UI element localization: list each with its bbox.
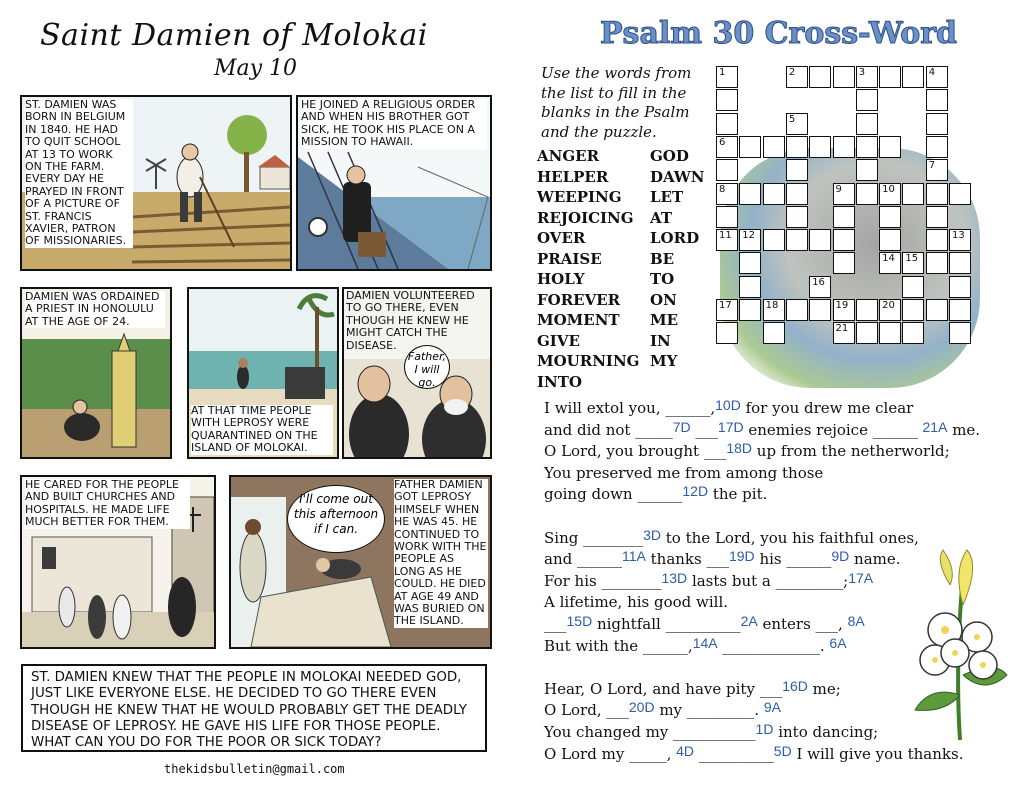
crossword-cell[interactable] bbox=[926, 206, 948, 228]
clue-reference: 15D bbox=[566, 612, 593, 629]
clue-number: 12 bbox=[742, 230, 756, 242]
crossword-cell[interactable] bbox=[902, 252, 924, 274]
clue-reference: 17D bbox=[717, 418, 744, 435]
word-list-row bbox=[537, 310, 704, 331]
comic-panel-3 bbox=[20, 287, 172, 459]
crossword-cell[interactable] bbox=[879, 136, 901, 158]
panel-text: DAMIEN VOLUNTEERED TO GO THERE, EVEN THOUGH HE KNEW HE MIGHT CATCH THE DISEASE. bbox=[346, 289, 475, 352]
crossword-cell[interactable] bbox=[949, 252, 971, 274]
crossword-cell[interactable] bbox=[879, 229, 901, 251]
crossword-cell[interactable] bbox=[926, 89, 948, 111]
crossword-cell[interactable] bbox=[879, 183, 901, 205]
word-list-row bbox=[537, 351, 704, 372]
crossword-cell[interactable] bbox=[949, 229, 971, 251]
crossword-cell[interactable] bbox=[856, 159, 878, 181]
psalm-fragment: I will extol you, ______, bbox=[544, 399, 716, 417]
crossword-cell[interactable] bbox=[833, 252, 855, 274]
psalm-fragment: name. bbox=[849, 550, 901, 569]
clue-number: 9 bbox=[835, 183, 842, 195]
clue-reference: 20D bbox=[628, 699, 655, 716]
psalm-fragment: O Lord my _____, bbox=[544, 744, 677, 763]
word-item: INTO bbox=[537, 372, 582, 391]
comic-panel-7 bbox=[229, 475, 492, 649]
word-item: HOLY bbox=[537, 270, 585, 288]
crossword-cell[interactable] bbox=[739, 183, 761, 205]
crossword-cell[interactable] bbox=[786, 136, 808, 158]
word-item: FOREVER bbox=[537, 290, 621, 309]
speech-bubble: Father, I will go. bbox=[404, 345, 450, 389]
crossword-cell[interactable] bbox=[833, 229, 855, 251]
clue-number: 4 bbox=[928, 67, 936, 78]
psalm-fragment: You changed my ___________ bbox=[544, 722, 756, 741]
psalm-line bbox=[544, 441, 1014, 463]
word-list bbox=[537, 146, 704, 392]
clue-reference: 16D bbox=[782, 677, 808, 694]
panel-text: FATHER DAMIEN GOT LEPROSY HIMSELF WHEN HE WAS 45. HE CONTINUED TO WORK WITH THE PEOPLE AS LONG AS HE COULD. HE DIED AT AGE 49 AND WAS BURIED ON THE ISLAND. bbox=[394, 478, 487, 628]
clue-reference: 4D bbox=[676, 742, 695, 759]
word-item: REJOICING bbox=[537, 208, 634, 227]
psalm-fragment: lasts but a _________; bbox=[687, 571, 849, 590]
psalm-fragment: and did not _____ bbox=[544, 420, 673, 439]
crossword-cell[interactable] bbox=[926, 136, 948, 158]
psalm-fragment: O Lord, you brought ___ bbox=[544, 442, 727, 461]
panel-text: HE CARED FOR THE PEOPLE AND BUILT CHURCHES AND HOSPITALS. HE MADE LIFE MUCH BETTER FOR THEM. bbox=[25, 479, 190, 529]
crossword-cell[interactable] bbox=[879, 322, 901, 344]
clue-number: 16 bbox=[812, 276, 825, 288]
clue-number: 8 bbox=[719, 183, 726, 195]
crossword-cell[interactable] bbox=[786, 159, 808, 181]
psalm-fragment: A lifetime, his good will. bbox=[544, 593, 729, 612]
crossword-cell[interactable] bbox=[879, 66, 901, 88]
comic-panel-1 bbox=[20, 95, 292, 271]
clue-reference: 13D bbox=[661, 569, 688, 586]
word-list-row bbox=[537, 290, 704, 311]
psalm-line bbox=[544, 463, 1014, 485]
crossword-cell[interactable] bbox=[739, 229, 761, 251]
psalm-fragment: I will give you thanks. bbox=[791, 744, 964, 763]
crossword-cell[interactable] bbox=[716, 136, 738, 158]
crossword-cell[interactable] bbox=[926, 113, 948, 135]
crossword-cell[interactable] bbox=[739, 299, 761, 321]
clue-reference: 1D bbox=[755, 720, 774, 737]
psalm-fragment: ___ bbox=[544, 614, 567, 633]
word-item: HELPER bbox=[537, 167, 609, 186]
crossword-cell[interactable] bbox=[786, 299, 808, 321]
psalm-fragment: my _________. bbox=[654, 701, 764, 720]
psalm-fragment: For his ________ bbox=[544, 571, 662, 590]
psalm-fragment: for you drew me clear bbox=[740, 399, 914, 417]
word-item: LET bbox=[650, 188, 684, 206]
word-item: DAWN bbox=[650, 167, 705, 186]
crossword-cell[interactable] bbox=[833, 183, 855, 205]
psalm-fragment: thanks ___ bbox=[645, 550, 729, 569]
word-item: MOMENT bbox=[537, 311, 620, 329]
clue-reference: 8A bbox=[847, 612, 865, 629]
clue-number: 3 bbox=[858, 67, 866, 78]
psalm-fragment: nightfall __________ bbox=[592, 614, 741, 633]
clue-number: 20 bbox=[882, 300, 895, 311]
crossword-cell[interactable] bbox=[926, 159, 948, 181]
crossword-cell[interactable] bbox=[902, 66, 924, 88]
feast-date: May 10 bbox=[214, 56, 298, 81]
clue-number: 10 bbox=[882, 183, 895, 195]
crossword-cell[interactable] bbox=[926, 299, 948, 321]
psalm-fragment: O Lord, ___ bbox=[544, 701, 629, 720]
word-item: OVER bbox=[537, 229, 586, 247]
clue-reference: 12D bbox=[682, 483, 709, 500]
word-item: TO bbox=[650, 270, 675, 288]
psalm-fragment: and ______ bbox=[544, 550, 622, 569]
psalm-fragment: But with the ______, bbox=[544, 636, 693, 655]
word-list-row bbox=[537, 228, 704, 249]
clue-reference: 10D bbox=[715, 397, 741, 413]
panel-text: DAMIEN WAS ORDAINED A PRIEST IN HONOLULU AT THE AGE OF 24. bbox=[25, 291, 165, 328]
clue-reference: 17A bbox=[848, 569, 874, 586]
word-item: WEEPING bbox=[537, 188, 622, 206]
crossword-cell[interactable] bbox=[833, 322, 855, 344]
panel-text: HE JOINED A RELIGIOUS ORDER AND WHEN HIS BROTHER GOT SICK, HE TOOK HIS PLACE ON A MISSION TO HAWAII. bbox=[301, 99, 487, 149]
clue-reference: 2A bbox=[740, 612, 758, 629]
word-item: ANGER bbox=[537, 147, 600, 165]
crossword-cell[interactable] bbox=[786, 113, 808, 135]
comic-panel-2 bbox=[296, 95, 492, 271]
crossword-cell[interactable] bbox=[856, 183, 878, 205]
crossword-cell[interactable] bbox=[809, 229, 831, 251]
word-item: ON bbox=[650, 290, 677, 309]
comic-panel-5 bbox=[342, 287, 492, 459]
clue-number: 21 bbox=[835, 323, 849, 335]
psalm-fragment: Sing ________ bbox=[544, 528, 644, 547]
word-item: GIVE bbox=[537, 331, 580, 350]
crossword-cell[interactable] bbox=[856, 113, 878, 135]
crossword-cell[interactable] bbox=[763, 183, 785, 205]
clue-number: 6 bbox=[719, 136, 726, 148]
crossword-cell[interactable] bbox=[716, 322, 738, 344]
clue-number: 14 bbox=[882, 253, 895, 265]
crossword-cell[interactable] bbox=[902, 276, 924, 298]
crossword-cell[interactable] bbox=[809, 136, 831, 158]
psalm-fragment: me. bbox=[947, 420, 981, 439]
crossword-cell[interactable] bbox=[949, 183, 971, 205]
word-item: MOURNING bbox=[537, 352, 640, 370]
word-item: AT bbox=[650, 208, 672, 227]
crossword-cell[interactable] bbox=[809, 66, 831, 88]
crossword-cell[interactable] bbox=[716, 159, 738, 181]
crossword-cell[interactable] bbox=[856, 322, 878, 344]
psalm-line bbox=[544, 744, 1014, 766]
summary-box: ST. DAMIEN KNEW THAT THE PEOPLE IN MOLOKAI NEEDED GOD, JUST LIKE EVERYONE ELSE. HE DECIDED TO GO THERE EVEN THOUGH HE KNEW THAT HE WOULD PROBABLY GET THE DEADLY DISEASE OF LEPROSY. HE GAVE HIS LIFE FOR THOSE PEOPLE. WHAT CAN YOU DO FOR THE POOR OR SICK TODAY? bbox=[21, 664, 487, 752]
psalm-line bbox=[544, 484, 1014, 506]
crossword-cell[interactable] bbox=[716, 113, 738, 135]
word-item: ME bbox=[650, 311, 679, 329]
crossword-cell[interactable] bbox=[833, 206, 855, 228]
psalm-fragment: __________ bbox=[694, 744, 774, 763]
psalm-line bbox=[544, 398, 1014, 420]
crossword-cell[interactable] bbox=[786, 229, 808, 251]
lily-illustration bbox=[905, 545, 1013, 740]
word-item: MY bbox=[650, 352, 678, 370]
crossword-cell[interactable] bbox=[949, 299, 971, 321]
comic-panel-6 bbox=[20, 475, 216, 649]
crossword-cell[interactable] bbox=[786, 206, 808, 228]
crossword-cell[interactable] bbox=[926, 66, 948, 88]
crossword-cell[interactable] bbox=[902, 322, 924, 344]
crossword-cell[interactable] bbox=[739, 252, 761, 274]
crossword-cell[interactable] bbox=[716, 229, 738, 251]
panel-text: ST. DAMIEN WAS BORN IN BELGIUM IN 1840. HE HAD TO QUIT SCHOOL AT 13 TO WORK ON THE FARM. EVERY DAY HE PRAYED IN FRONT OF A PICTURE OF ST. FRANCIS XAVIER, PATRON OF MISSIONARIES. bbox=[25, 99, 133, 248]
crossword-cell[interactable] bbox=[763, 299, 785, 321]
clue-number: 11 bbox=[719, 230, 732, 242]
word-item: IN bbox=[650, 331, 671, 350]
psalm-fragment: me; bbox=[807, 679, 841, 698]
psalm-fragment: the pit. bbox=[708, 485, 768, 504]
crossword-cell[interactable] bbox=[739, 276, 761, 298]
psalm-fragment: enemies rejoice ______ bbox=[743, 420, 923, 439]
clue-reference: 9A bbox=[763, 699, 781, 716]
crossword-cell[interactable] bbox=[786, 183, 808, 205]
word-item: GOD bbox=[650, 147, 689, 165]
psalm-fragment: going down ______ bbox=[544, 485, 683, 504]
clue-number: 15 bbox=[905, 253, 919, 265]
clue-reference: 18D bbox=[726, 440, 753, 457]
psalm-fragment: to the Lord, you his faithful ones, bbox=[661, 528, 919, 547]
word-list-row bbox=[537, 331, 704, 352]
clue-number: 17 bbox=[719, 300, 732, 311]
crossword-cell[interactable] bbox=[716, 66, 738, 88]
crossword-cell[interactable] bbox=[809, 299, 831, 321]
clue-number: 1 bbox=[719, 67, 726, 78]
clue-reference: 19D bbox=[728, 548, 755, 565]
crossword-cell[interactable] bbox=[716, 183, 738, 205]
clue-reference: 11A bbox=[621, 548, 646, 565]
clue-reference: 6A bbox=[829, 634, 847, 651]
clue-reference: 3D bbox=[643, 526, 662, 543]
clue-reference: 21A bbox=[922, 418, 948, 435]
crossword-cell[interactable] bbox=[833, 299, 855, 321]
crossword-cell[interactable] bbox=[879, 206, 901, 228]
page-title-left: Saint Damien of Molokai bbox=[40, 18, 428, 53]
crossword-cell[interactable] bbox=[879, 299, 901, 321]
clue-number: 18 bbox=[765, 300, 779, 311]
psalm-fragment: into dancing; bbox=[773, 722, 879, 741]
word-item: LORD bbox=[650, 229, 700, 247]
crossword-cell[interactable] bbox=[856, 66, 878, 88]
word-list-row bbox=[537, 249, 704, 270]
instructions: Use the words from the list to fill in the blanks in the Psalm and the puzzle. bbox=[541, 64, 692, 141]
clue-reference: 14A bbox=[692, 634, 718, 651]
word-item: PRAISE bbox=[537, 249, 602, 268]
psalm-fragment: up from the netherworld; bbox=[752, 442, 950, 461]
word-item: BE bbox=[650, 249, 675, 268]
crossword-cell[interactable] bbox=[786, 66, 808, 88]
psalm-line bbox=[544, 420, 1014, 442]
contact-email: thekidsbulletin@gmail.com bbox=[164, 762, 345, 776]
speech-bubble: I'll come out this afternoon if I can. bbox=[287, 485, 385, 553]
crossword-cell[interactable] bbox=[763, 136, 785, 158]
crossword-cell[interactable] bbox=[856, 89, 878, 111]
crossword-cell[interactable] bbox=[763, 229, 785, 251]
crossword-cell[interactable] bbox=[856, 136, 878, 158]
clue-number: 19 bbox=[835, 300, 849, 311]
word-list-row bbox=[537, 269, 704, 290]
crossword-cell[interactable] bbox=[716, 89, 738, 111]
clue-number: 7 bbox=[928, 160, 936, 172]
crossword-cell[interactable] bbox=[809, 276, 831, 298]
word-list-row bbox=[537, 187, 704, 208]
crossword-cell[interactable] bbox=[833, 66, 855, 88]
crossword-cell[interactable] bbox=[716, 299, 738, 321]
psalm-fragment: ___ bbox=[690, 420, 718, 439]
crossword-cell[interactable] bbox=[856, 299, 878, 321]
crossword-cell[interactable] bbox=[902, 183, 924, 205]
comic-panel-4 bbox=[187, 287, 339, 459]
clue-number: 5 bbox=[788, 113, 796, 125]
clue-reference: 7D bbox=[672, 418, 691, 435]
word-list-row bbox=[537, 208, 704, 229]
psalm-fragment: You preserved me from among those bbox=[544, 463, 824, 482]
clue-reference: 5D bbox=[773, 742, 792, 759]
clue-number: 13 bbox=[952, 230, 965, 242]
crossword-cell[interactable] bbox=[739, 136, 761, 158]
panel-text: AT THAT TIME PEOPLE WITH LEPROSY WERE QUARANTINED ON THE ISLAND OF MOLOKAI. bbox=[191, 405, 333, 455]
crossword-cell[interactable] bbox=[902, 299, 924, 321]
crossword-cell[interactable] bbox=[926, 183, 948, 205]
word-list-row bbox=[537, 372, 704, 393]
psalm-fragment: Hear, O Lord, and have pity ___ bbox=[544, 679, 783, 698]
stanza-break bbox=[544, 506, 1014, 528]
psalm-fragment: enters ___, bbox=[757, 614, 848, 633]
crossword-cell[interactable] bbox=[926, 229, 948, 251]
page-title-right: Psalm 30 Cross-Word bbox=[600, 16, 957, 51]
crossword-cell[interactable] bbox=[833, 136, 855, 158]
clue-reference: 9D bbox=[831, 548, 850, 565]
psalm-fragment: _____________. bbox=[717, 636, 830, 655]
crossword-cell[interactable] bbox=[716, 206, 738, 228]
crossword-cell[interactable] bbox=[879, 252, 901, 274]
psalm-fragment: his ______ bbox=[754, 550, 832, 569]
crossword-cell[interactable] bbox=[926, 252, 948, 274]
clue-number: 2 bbox=[788, 67, 796, 78]
word-list-row bbox=[537, 167, 704, 188]
crossword-cell[interactable] bbox=[949, 322, 971, 344]
word-list-row bbox=[537, 146, 704, 167]
crossword-cell[interactable] bbox=[949, 276, 971, 298]
crossword-cell[interactable] bbox=[763, 322, 785, 344]
